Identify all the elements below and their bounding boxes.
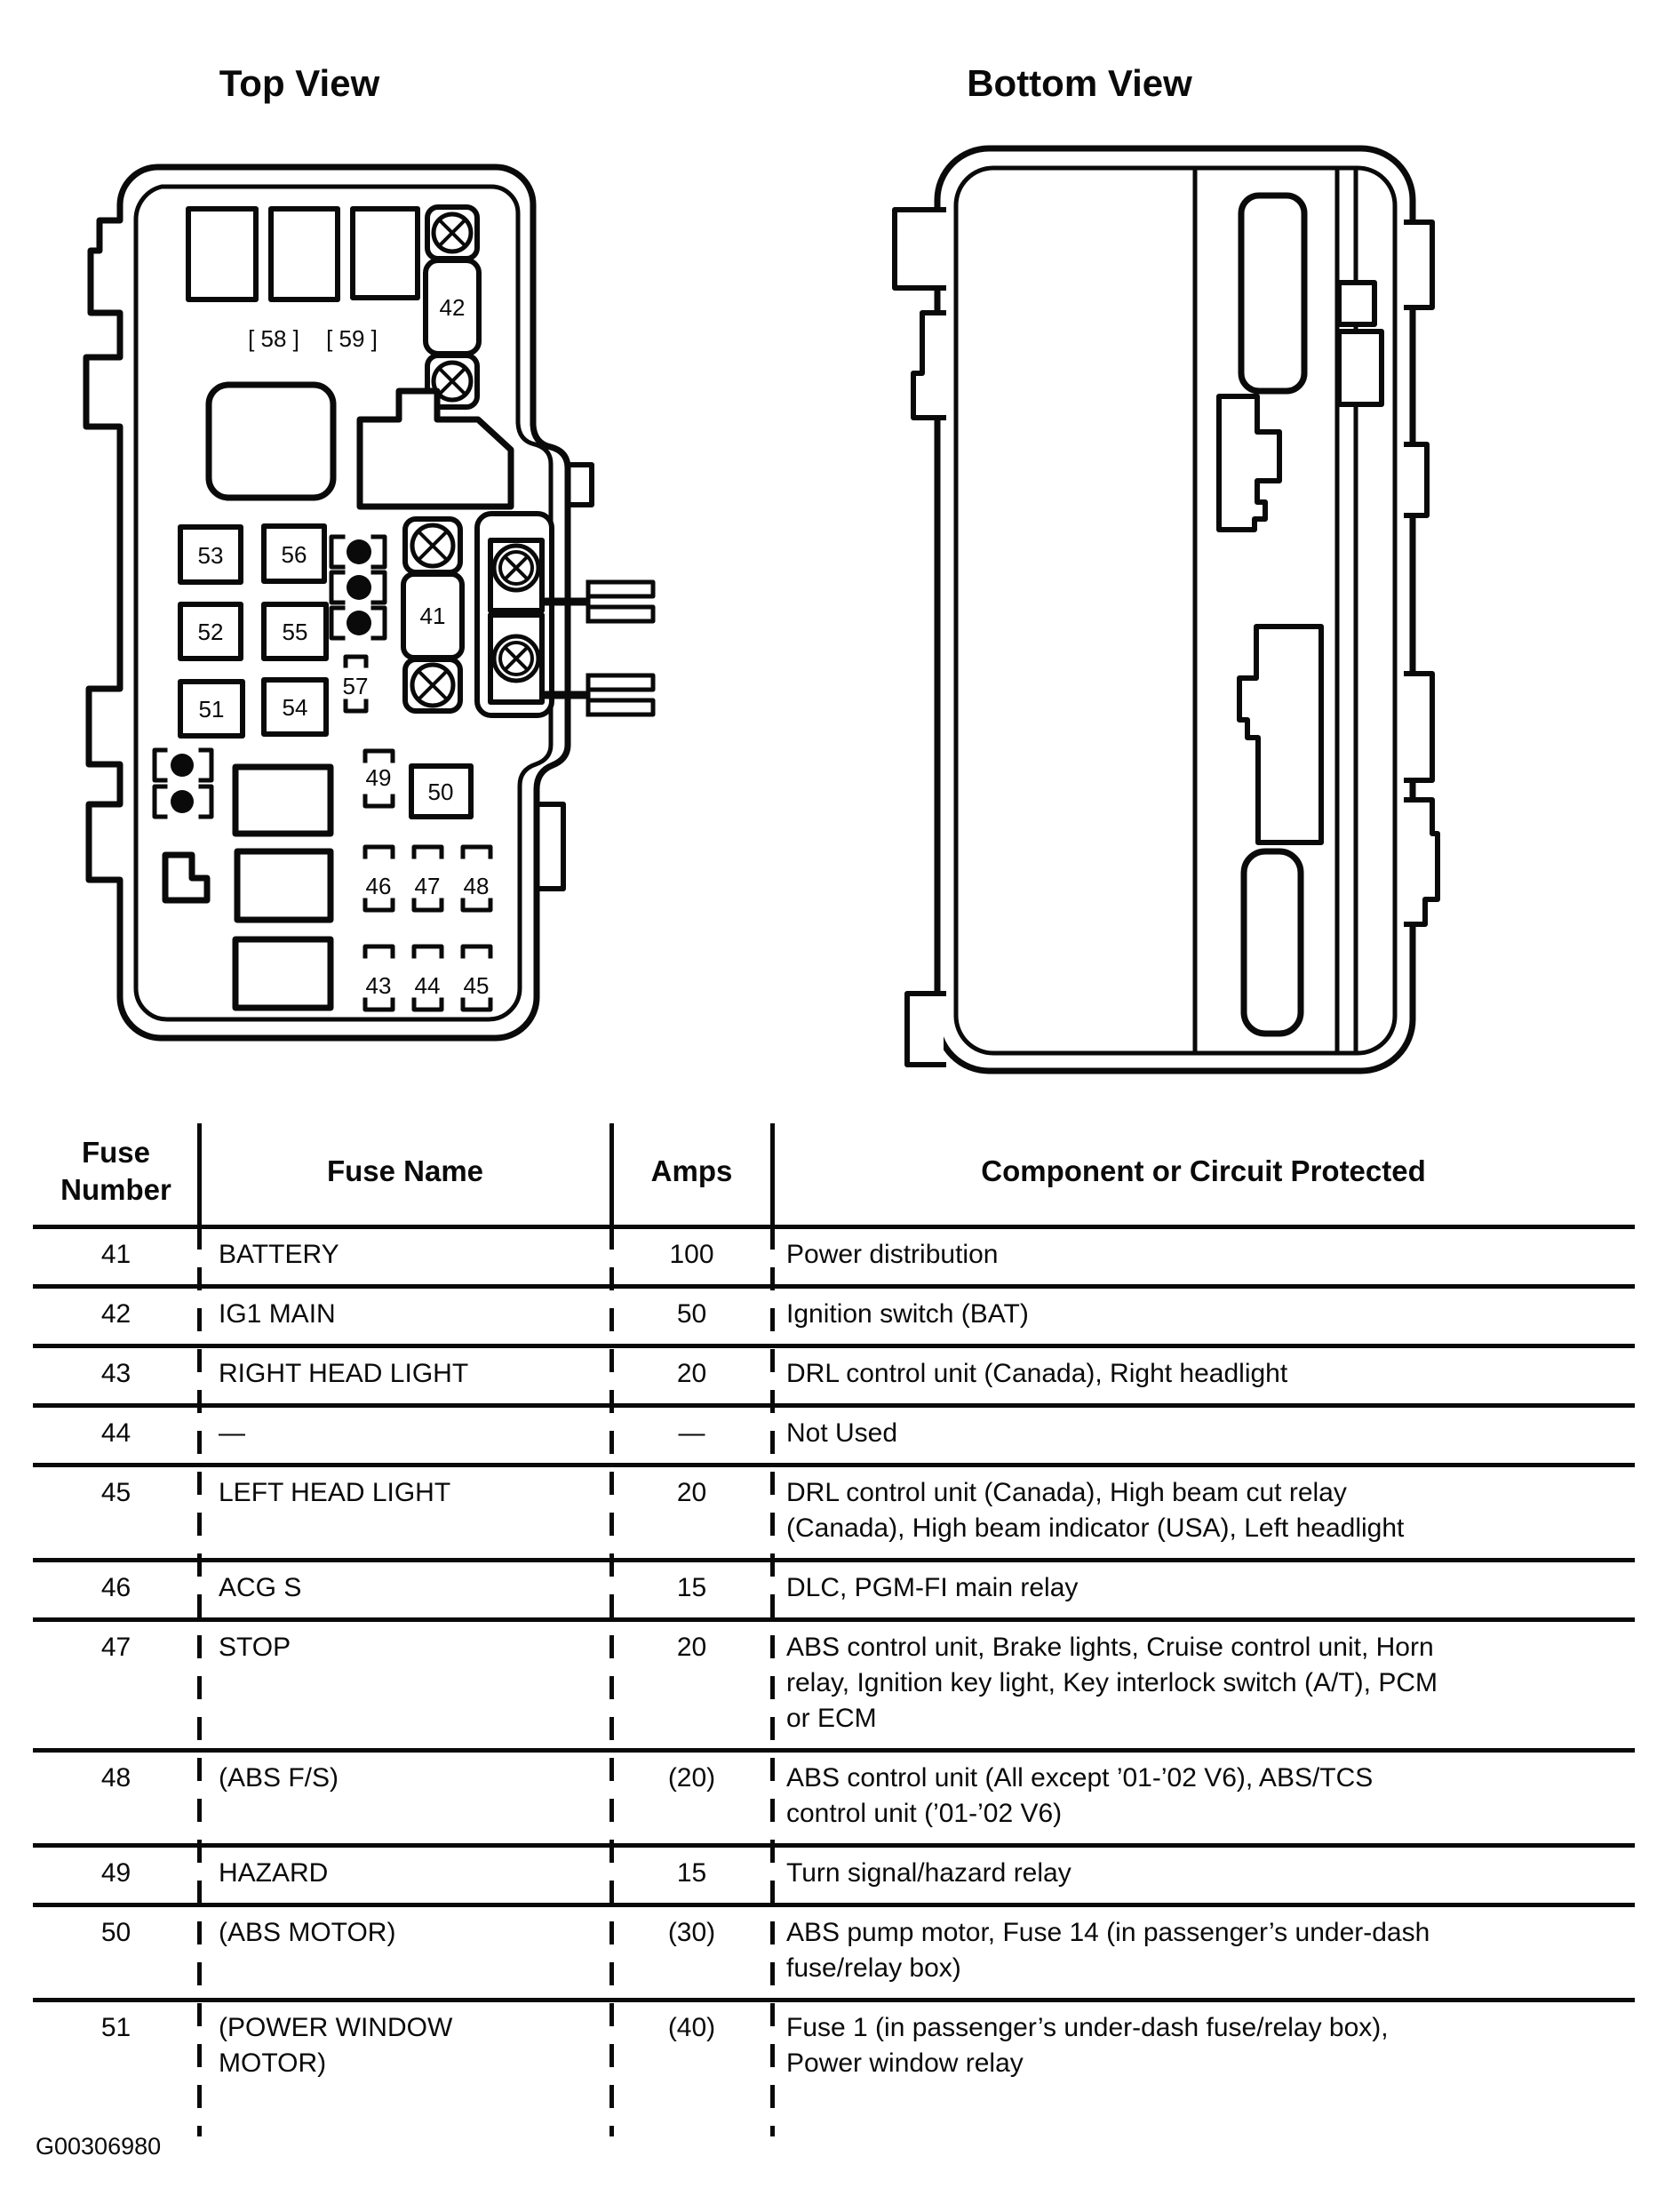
component-cell: DRL control unit (Canada), High beam cut relay (Canada), High beam indicator (USA), Left headlight <box>786 1478 1405 1543</box>
col-header-fuse-number: Fuse Number <box>60 1136 171 1206</box>
top-view-title: Top View <box>219 62 380 104</box>
fuse-name-cell: ACG S <box>219 1573 302 1602</box>
col-header-fuse-name: Fuse Name <box>326 1154 484 1187</box>
mount-channel <box>1241 196 1304 391</box>
amps-cell: 15 <box>676 1858 707 1888</box>
right-lower-tab <box>537 804 563 889</box>
component-cell: Not Used <box>786 1418 898 1448</box>
table-row <box>33 1748 1635 1843</box>
fuse-51-label: 51 <box>198 696 225 723</box>
relay-block <box>237 851 331 920</box>
stepped-boss <box>1239 627 1321 842</box>
fuse-name-cell: IG1 MAIN <box>219 1299 336 1329</box>
fuse-name-cell: RIGHT HEAD LIGHT <box>219 1359 469 1388</box>
fuse-number-cell: 48 <box>100 1763 131 1793</box>
table-row <box>33 1403 1635 1463</box>
fuse-57-bracket <box>346 701 366 711</box>
fuse-name-cell: HAZARD <box>219 1858 329 1888</box>
table-row <box>33 1843 1635 1903</box>
table-row <box>33 1617 1635 1748</box>
amps-cell: 20 <box>676 1478 707 1507</box>
table-row <box>33 1284 1635 1344</box>
fuse-52-label: 52 <box>197 619 224 645</box>
table-row <box>33 1463 1635 1558</box>
fuse-table <box>33 1118 1635 2093</box>
amps-cell: 15 <box>676 1573 707 1602</box>
fuse-number-cell: 43 <box>100 1359 131 1388</box>
fuse-47-label: 47 <box>414 873 441 899</box>
amps-cell: 20 <box>676 1633 707 1662</box>
component-cell: DLC, PGM-FI main relay <box>786 1573 1079 1602</box>
fuse-number-cell: 45 <box>100 1478 131 1507</box>
top-view-diagram <box>86 167 653 1038</box>
fuse-table-body <box>33 1225 1635 2093</box>
fuse-43-label: 43 <box>365 972 392 999</box>
column-divider-dashed <box>609 1226 614 2136</box>
fuse-number-cell: 46 <box>100 1573 131 1602</box>
column-divider <box>197 1123 202 1225</box>
fuse-48-label: 48 <box>463 873 490 899</box>
amps-cell: (40) <box>667 2013 716 2042</box>
relay-slot <box>188 209 256 299</box>
amps-cell: — <box>678 1418 705 1448</box>
fuse-44-label: 44 <box>414 972 441 999</box>
fuse-name-cell: (ABS MOTOR) <box>219 1918 396 1947</box>
column-divider-dashed <box>197 1226 202 2136</box>
fuse-58-label: [ 58 ] <box>248 325 299 352</box>
fuse-number-cell: 47 <box>100 1633 131 1662</box>
table-row <box>33 1903 1635 1998</box>
fuse-number-cell: 49 <box>100 1858 131 1888</box>
terminal-dot-group <box>155 750 211 817</box>
battery-terminal-blades <box>544 582 653 715</box>
component-cell: ABS pump motor, Fuse 14 (in passenger’s under-dash fuse/relay box) <box>786 1918 1430 1983</box>
relay-slot <box>353 209 418 298</box>
fuse-55-label: 55 <box>282 619 308 645</box>
fuse-row-46-48 <box>365 847 490 910</box>
table-row <box>33 1558 1635 1617</box>
mount-channel <box>1244 851 1301 1034</box>
amps-cell: 100 <box>669 1240 714 1269</box>
component-cell: Fuse 1 (in passenger’s under-dash fuse/relay box), Power window relay <box>786 2013 1389 2078</box>
fuse-number-cell: 44 <box>100 1418 131 1448</box>
terminal-dot-group <box>331 537 385 638</box>
fuse-name-cell: — <box>219 1418 245 1448</box>
column-divider <box>770 1123 775 1225</box>
relay-block <box>235 939 331 1008</box>
fuse-42-label: 42 <box>439 294 466 321</box>
figure-code: G00306980 <box>36 2133 162 2160</box>
component-cell: Power distribution <box>786 1240 999 1269</box>
case-outline-inner <box>956 168 1395 1053</box>
component-cell: DRL control unit (Canada), Right headlight <box>786 1359 1288 1388</box>
connector-housing <box>360 391 511 507</box>
inner-tab <box>1339 331 1382 404</box>
amps-cell: 50 <box>676 1299 707 1329</box>
column-divider-dashed <box>770 1226 775 2136</box>
fuse-49-bracket <box>365 751 393 761</box>
col-header-component: Component or Circuit Protected <box>981 1154 1426 1187</box>
fuse-57-label: 57 <box>342 673 369 699</box>
fuse-56-label: 56 <box>281 541 307 568</box>
fuse-row-43-45 <box>365 946 490 1010</box>
fuse-49-label: 49 <box>365 764 392 791</box>
right-mount-tab <box>568 465 592 505</box>
fuse-50-label: 50 <box>427 779 454 805</box>
table-row <box>33 1225 1635 1284</box>
fuse-name-cell: STOP <box>219 1633 291 1662</box>
fuse-name-cell: BATTERY <box>219 1240 339 1269</box>
fuse-number-cell: 41 <box>100 1240 131 1269</box>
fuse-45-label: 45 <box>463 972 490 999</box>
bottom-view-title: Bottom View <box>967 62 1192 104</box>
fuse-59-label: [ 59 ] <box>326 325 378 352</box>
table-row <box>33 1998 1635 2093</box>
fuse-number-cell: 51 <box>100 2013 131 2042</box>
amps-cell: (30) <box>667 1918 716 1947</box>
component-cell: Ignition switch (BAT) <box>786 1299 1029 1329</box>
fuse-name-cell: (POWER WINDOW MOTOR) <box>219 2013 453 2078</box>
amps-cell: (20) <box>667 1763 716 1793</box>
fuse-46-label: 46 <box>365 873 392 899</box>
table-row <box>33 1344 1635 1403</box>
amps-cell: 20 <box>676 1359 707 1388</box>
inner-tab <box>1339 283 1374 324</box>
fuse-table-header <box>33 1118 1635 1225</box>
column-divider <box>609 1123 614 1225</box>
relay-slot <box>271 209 338 299</box>
stepped-boss <box>1219 396 1279 530</box>
fuse-57-bracket <box>346 657 366 666</box>
fuse-number-cell: 42 <box>100 1299 131 1329</box>
fuse-name-cell: LEFT HEAD LIGHT <box>219 1478 451 1507</box>
fuse-41-label: 41 <box>419 603 446 629</box>
l-bracket <box>165 855 207 900</box>
fuse-54-label: 54 <box>282 694 308 721</box>
bottom-view-diagram <box>895 148 1438 1071</box>
component-cell: Turn signal/hazard relay <box>786 1858 1071 1888</box>
component-cell: ABS control unit, Brake lights, Cruise control unit, Horn relay, Ignition key light, Key interlock switch (A/T), PCM or ECM <box>786 1633 1438 1733</box>
fuse-number-cell: 50 <box>100 1918 131 1947</box>
fuse-49-bracket <box>365 796 393 806</box>
relay-block <box>235 767 331 834</box>
main-relay-block <box>209 385 333 498</box>
component-cell: ABS control unit (All except ’01-’02 V6), ABS/TCS control unit (’01-’02 V6) <box>786 1763 1374 1828</box>
col-header-amps: Amps <box>650 1154 733 1187</box>
fuse-53-label: 53 <box>197 542 224 569</box>
fuse-name-cell: (ABS F/S) <box>219 1763 339 1793</box>
